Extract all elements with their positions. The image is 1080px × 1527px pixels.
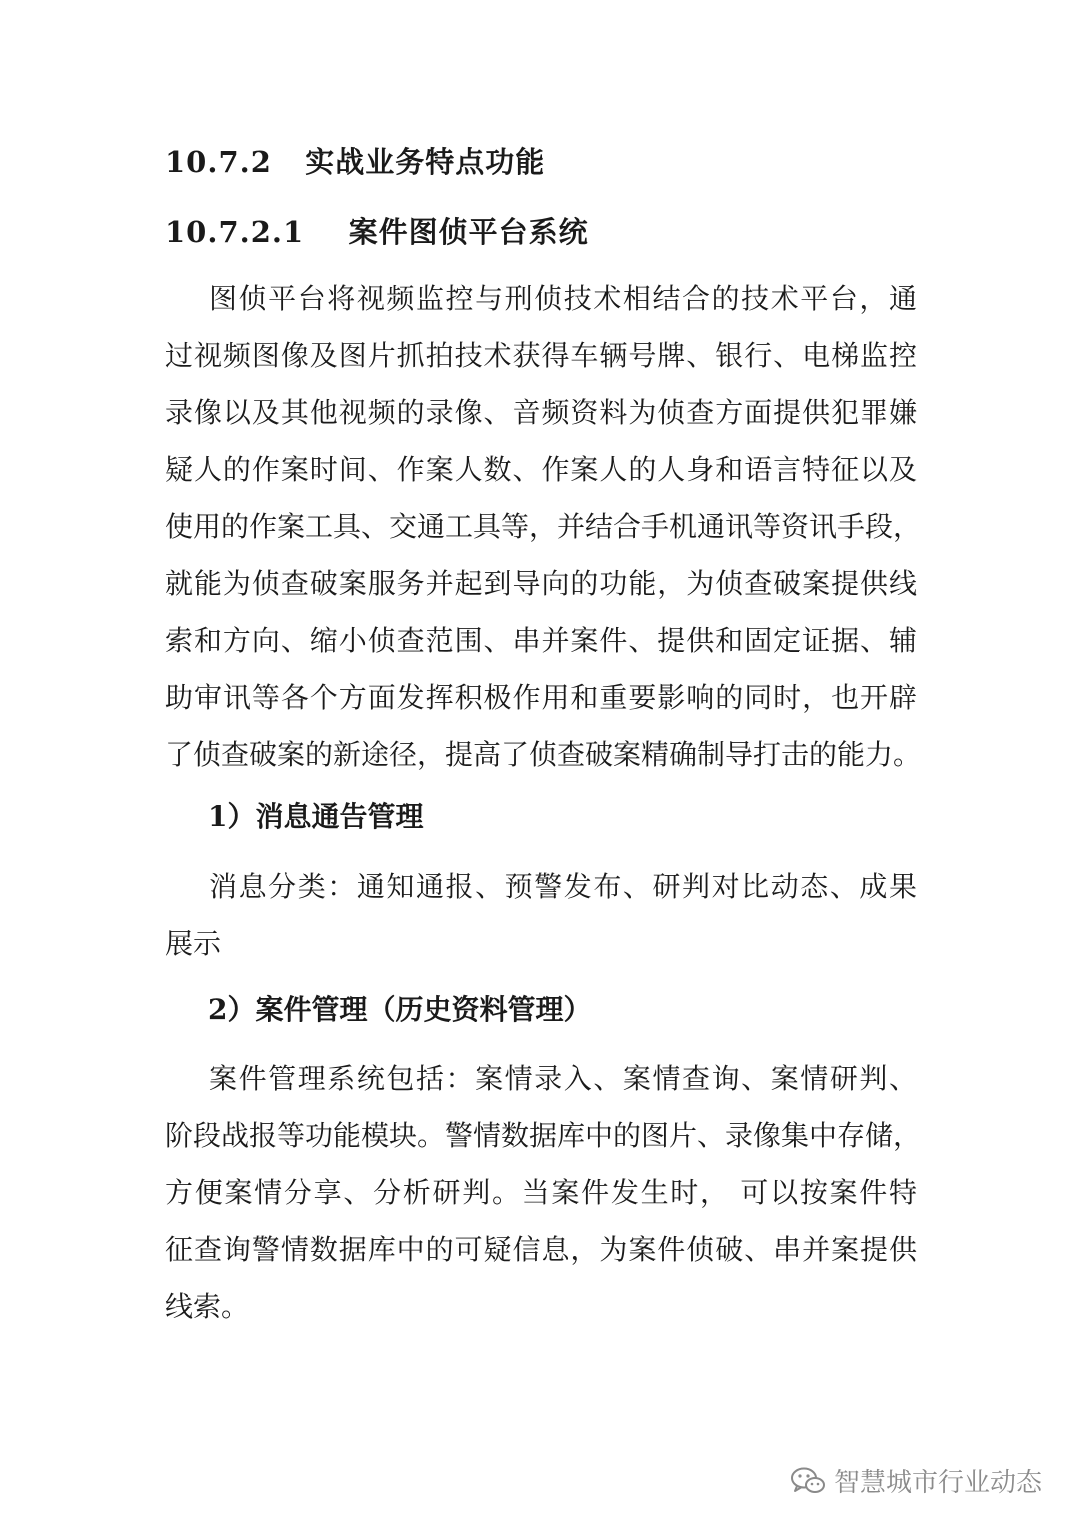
item1-heading: 1）消息通告管理 bbox=[208, 800, 424, 833]
subsection-heading bbox=[165, 210, 589, 251]
paragraph-line: 征查询警情数据库中的可疑信息，为案件侦破、串并案提供 bbox=[165, 1233, 917, 1266]
paragraph-line: 方便案情分享、分析研判。当案件发生时， 可以按案件特 bbox=[165, 1176, 917, 1209]
paragraph-line: 展示 bbox=[165, 927, 222, 960]
paragraph-line: 阶段战报等功能模块。警情数据库中的图片、录像集中存储， bbox=[165, 1119, 922, 1152]
wechat-icon bbox=[790, 1466, 826, 1496]
item1-paragraph bbox=[165, 858, 917, 972]
item2-paragraph bbox=[165, 1050, 922, 1335]
paragraph-line: 图侦平台将视频监控与刑侦技术相结合的技术平台，通 bbox=[209, 282, 917, 315]
section-number: 10.7.2 bbox=[165, 145, 272, 179]
intro-paragraph bbox=[165, 270, 922, 783]
paragraph-line: 就能为侦查破案服务并起到导向的功能，为侦查破案提供线 bbox=[165, 567, 917, 600]
subsection-title: 案件图侦平台系统 bbox=[348, 215, 589, 249]
paragraph-line: 疑人的作案时间、作案人数、作案人的人身和语言特征以及 bbox=[165, 453, 917, 486]
subsection-number: 10.7.2.1 bbox=[165, 215, 305, 249]
paragraph-line: 索和方向、缩小侦查范围、串并案件、提供和固定证据、辅 bbox=[165, 624, 917, 657]
paragraph-line: 助审讯等各个方面发挥积极作用和重要影响的同时，也开辟 bbox=[165, 681, 917, 714]
paragraph-line: 录像以及其他视频的录像、音频资料为侦查方面提供犯罪嫌 bbox=[165, 396, 917, 429]
section-heading bbox=[165, 140, 545, 181]
paragraph-line: 过视频图像及图片抓拍技术获得车辆号牌、银行、电梯监控 bbox=[165, 339, 917, 372]
paragraph-line: 使用的作案工具、交通工具等，并结合手机通讯等资讯手段， bbox=[165, 510, 922, 543]
item2-heading: 2）案件管理（历史资料管理） bbox=[208, 993, 592, 1026]
section-title: 实战业务特点功能 bbox=[305, 145, 546, 179]
paragraph-line: 线索。 bbox=[165, 1290, 250, 1323]
paragraph-line: 消息分类：通知通报、预警发布、研判对比动态、成果 bbox=[209, 870, 917, 903]
paragraph-line: 了侦查破案的新途径，提高了侦查破案精确制导打击的能力。 bbox=[165, 738, 922, 771]
paragraph-line: 案件管理系统包括：案情录入、案情查询、案情研判、 bbox=[209, 1062, 917, 1095]
watermark-text: 智慧城市行业动态 bbox=[833, 1468, 1042, 1498]
watermark bbox=[790, 1462, 1042, 1499]
